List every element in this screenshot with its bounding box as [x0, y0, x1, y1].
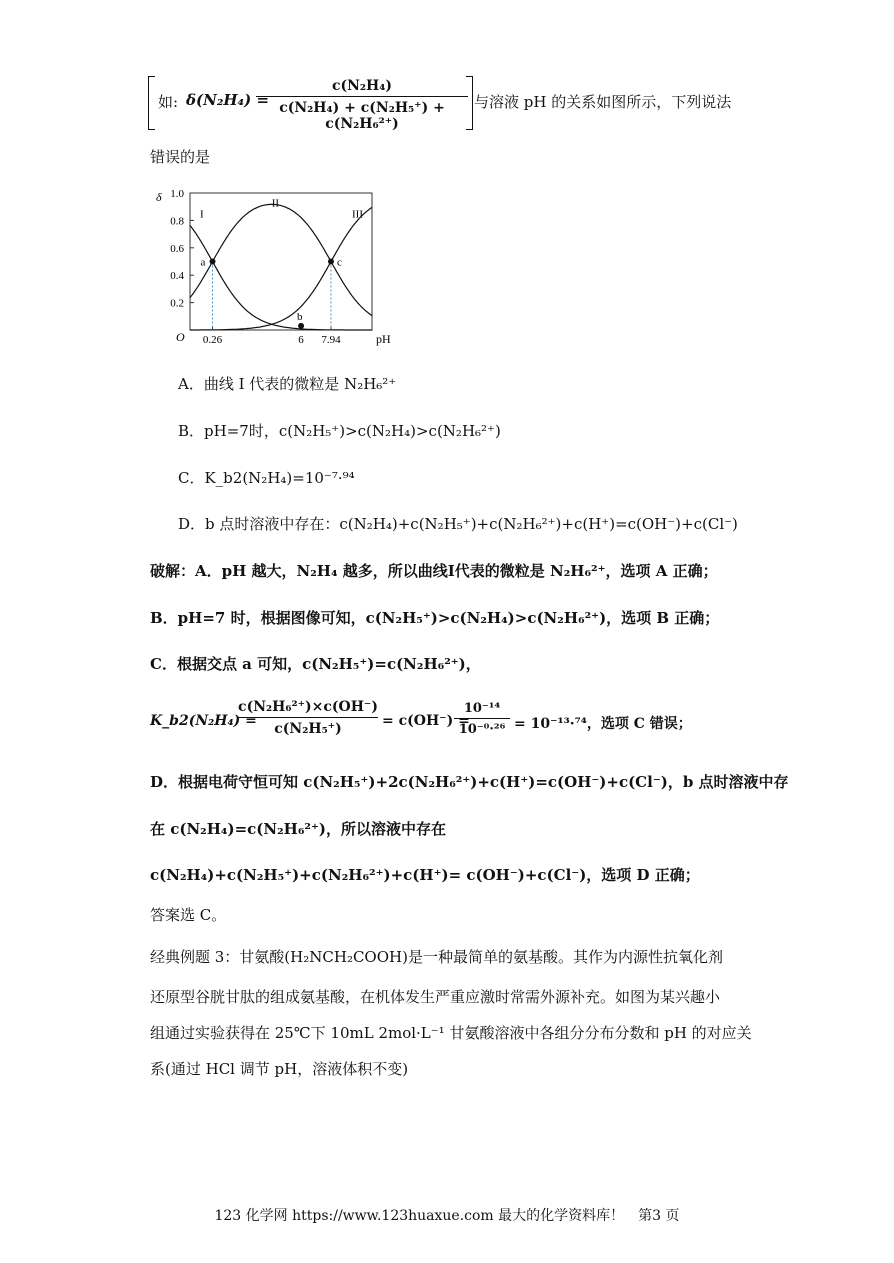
curve-I [190, 225, 372, 330]
curve-III [190, 207, 372, 330]
plot-frame [190, 193, 372, 330]
kb2-denominator-2: 10⁻⁰·²⁶ [458, 722, 506, 737]
x-tick-label: 0.26 [202, 334, 223, 346]
point-label: a [200, 256, 206, 269]
point-c [328, 259, 334, 265]
formula-denominator: c(N₂H₄) + c(N₂H₅⁺) + c(N₂H₆²⁺) [279, 100, 445, 132]
curve-II [190, 204, 372, 315]
formula-numerator: c(N₂H₄) [256, 78, 468, 97]
example3-line-3: 组通过实验获得在 25℃下 10mL 2mol·L⁻¹ 甘氨酸溶液中各组分分布分数和 pH 的对应关 [150, 1024, 752, 1042]
kb2-fraction [238, 699, 378, 737]
page-footer: 123 化学网 https://www.123huaxue.com 最大的化学资料库！ 第3 页 [214, 1208, 680, 1224]
solution-d-2: 在 c(N₂H₄)=c(N₂H₆²⁺)，所以溶液中存在 [150, 820, 446, 838]
kb2-numerator: c(N₂H₆²⁺)×c(OH⁻) [238, 699, 378, 718]
y-tick-label: 0.8 [170, 215, 184, 228]
formula-suffix: 与溶液 pH 的关系如图所示，下列说法 [474, 93, 732, 111]
option-d: D．b 点时溶液中存在：c(N₂H₄)+c(N₂H₅⁺)+c(N₂H₆²⁺)+c(H⁺)=c(OH⁻)+c(Cl⁻) [178, 515, 738, 533]
example3-line-1: 经典例题 3：甘氨酸(H₂NCH₂COOH)是一种最简单的氨基酸。其作为内源性抗氧化剂 [150, 948, 723, 966]
option-a: A．曲线 I 代表的微粒是 N₂H₆²⁺ [178, 375, 397, 393]
option-c: C．K_b2(N₂H₄)=10⁻⁷·⁹⁴ [178, 469, 355, 487]
option-b: B．pH=7时，c(N₂H₅⁺)>c(N₂H₄)>c(N₂H₆²⁺) [178, 422, 501, 440]
solution-a: 破解：A．pH 越大，N₂H₄ 越多，所以曲线I代表的微粒是 N₂H₆²⁺，选项 A 正确； [150, 562, 718, 580]
series-label: I [200, 208, 204, 221]
y-tick-label: 0.4 [170, 270, 184, 283]
point-a [210, 259, 216, 265]
series-label: II [271, 197, 280, 210]
solution-c-1: C．根据交点 a 可知，c(N₂H₅⁺)=c(N₂H₆²⁺)， [150, 655, 481, 673]
point-label: b [297, 310, 303, 323]
formula-fraction [256, 78, 468, 132]
y-tick-label: 0.6 [170, 242, 184, 255]
formula-prefix: 如: [158, 93, 179, 111]
solution-d-3: c(N₂H₄)+c(N₂H₅⁺)+c(N₂H₆²⁺)+c(H⁺)= c(OH⁻)+c(Cl⁻)，选项 D 正确； [150, 866, 700, 884]
question-stem-end: 错误的是 [150, 148, 211, 166]
y-tick-label: 0.2 [170, 297, 184, 310]
x-tick-label: 7.94 [321, 334, 341, 346]
top-formula-line [148, 76, 748, 130]
origin-label: O [176, 330, 185, 344]
kb2-denominator: c(N₂H₅⁺) [274, 721, 342, 737]
point-label: c [336, 256, 342, 269]
distribution-chart [150, 183, 410, 353]
solution-d-1: D．根据电荷守恒可知 c(N₂H₅⁺)+2c(N₂H₆²⁺)+c(H⁺)=c(OH⁻)+c(Cl⁻)，b 点时溶液中存 [150, 773, 789, 791]
kb2-numerator-2: 10⁻¹⁴ [454, 701, 510, 719]
y-tick-label: 1.0 [170, 188, 184, 200]
example3-line-2: 还原型谷胱甘肽的组成氨基酸，在机体发生严重应激时常需外源补充。如图为某兴趣小 [150, 988, 721, 1006]
point-b [298, 323, 304, 329]
solution-b: B．pH=7 时，根据图像可知，c(N₂H₅⁺)>c(N₂H₄)>c(N₂H₆²⁺)，选项 B 正确； [150, 609, 720, 627]
left-bracket [148, 76, 155, 130]
formula-lhs: δ(N₂H₄) = [186, 91, 270, 109]
y-axis-label: δ [156, 190, 162, 204]
answer-line: 答案选 C。 [150, 906, 227, 924]
example3-line-4: 系(通过 HCl 调节 pH，溶液体积不变) [150, 1060, 409, 1078]
series-label: III [352, 208, 363, 221]
x-tick-label: 6 [298, 334, 304, 346]
right-bracket [466, 76, 473, 130]
kb2-fraction-2 [454, 701, 510, 737]
kb2-rhs: = 10⁻¹³·⁷⁴，选项 C 错误； [514, 716, 692, 732]
x-axis-label: pH [376, 332, 391, 346]
solution-c-formula [150, 697, 710, 751]
kb2-mid: = c(OH⁻) = [382, 713, 470, 729]
kb2-lhs: K_b2(N₂H₄) = [150, 713, 257, 729]
